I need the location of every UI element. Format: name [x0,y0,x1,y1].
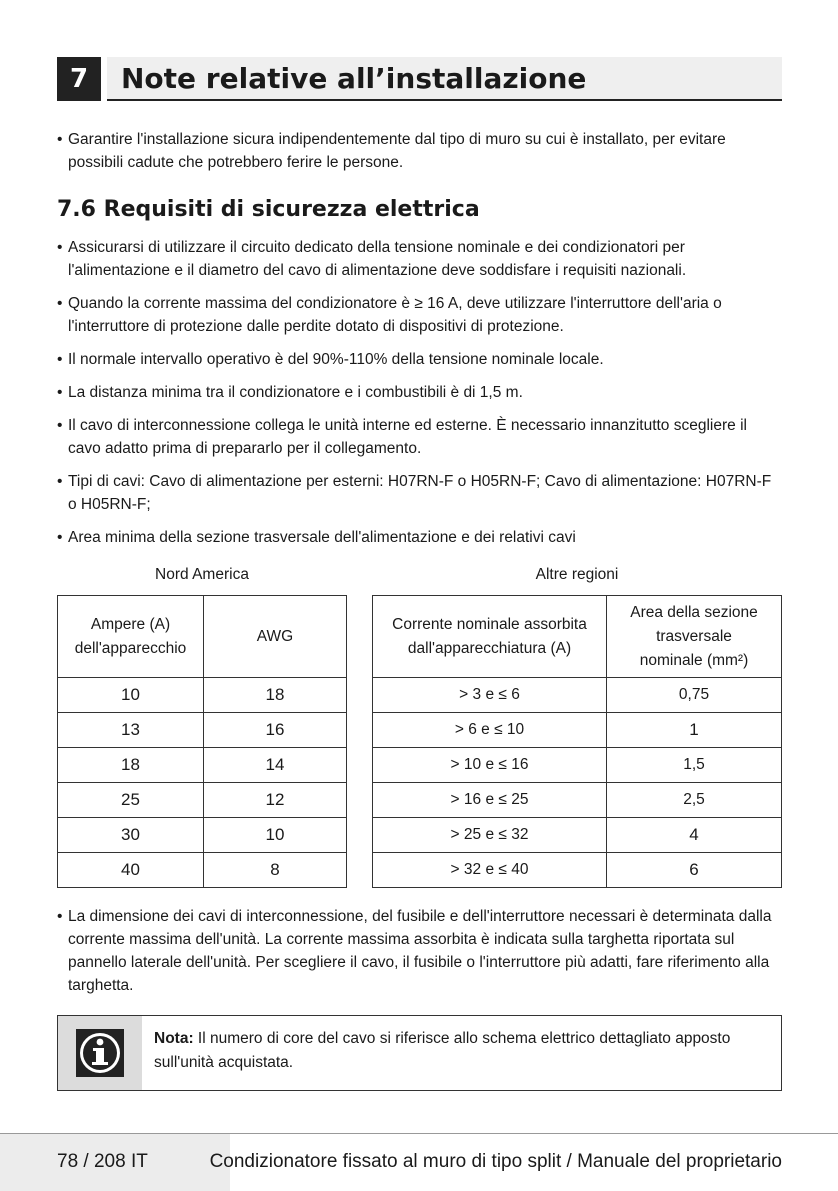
table-row [373,853,782,888]
table-cell: 18 [204,678,347,713]
note-label: Nota: [154,1030,194,1047]
note-body: Il numero di core del cavo si riferisce allo schema elettrico dettagliato apposto sull'unità acquistata. [154,1030,731,1071]
table-row [58,748,347,783]
chapter-number: 7 [57,57,101,101]
page-number: 78 / 208 IT [57,1151,148,1172]
table-cell: 13 [58,713,204,748]
table-cell: 0,75 [607,678,782,713]
section-bullets [57,236,782,559]
bullet-item: • La distanza minima tra il condizionatore e i combustibili è di 1,5 m. [57,381,782,404]
intro-bullet: • Garantire l'installazione sicura indipendentemente dal tipo di muro su cui è installato, per evitare possibili cadute che potrebbero ferire le persone. [57,128,782,174]
bullet-item: • Il normale intervallo operativo è del 90%-110% della tensione nominale locale. [57,348,782,371]
after-table-bullets [57,905,782,1007]
table-cell: 10 [204,818,347,853]
table-row [58,678,347,713]
table-cell: 25 [58,783,204,818]
table-cell: 12 [204,783,347,818]
table-row [373,783,782,818]
table-cell: 8 [204,853,347,888]
table-header-cell: AWG [204,596,347,678]
table-cell: > 3 e ≤ 6 [373,678,607,713]
table-header-cell: Area della sezione trasversale nominale (mm²) [607,596,782,678]
table-row [373,678,782,713]
table-header-cell: Corrente nominale assorbita dall'apparecchiatura (A) [373,596,607,678]
bullet-item: • Quando la corrente massima del condizionatore è ≥ 16 A, deve utilizzare l'interruttore dell'aria o l'interruttore di protezione dalle perdite dotato di dispositivi di protezione. [57,292,782,338]
table-row [373,818,782,853]
table-row [58,853,347,888]
table-cell: > 10 e ≤ 16 [373,748,607,783]
table-cell: > 16 e ≤ 25 [373,783,607,818]
table-row [373,713,782,748]
table-cell: 18 [58,748,204,783]
table-cell: 16 [204,713,347,748]
section-title: 7.6 Requisiti di sicurezza elettrica [57,197,480,222]
table-cell: 6 [607,853,782,888]
table-other-regions [372,595,782,888]
table-na-caption: Nord America [155,566,249,583]
bullet-item: • Assicurarsi di utilizzare il circuito dedicato della tensione nominale e dei condizionatori per l'alimentazione e il diametro del cavo di alimentazione deve soddisfare i requisiti nazionali. [57,236,782,282]
table-cell: 40 [58,853,204,888]
bullet-item: • La dimensione dei cavi di interconnessione, del fusibile e dell'interruttore necessari è determinata dalla corrente massima dell'unità. La corrente massima assorbita è indicata sulla targhetta riportata sul pannello laterale dell'unità. Per scegliere il cavo, il fusibile o l'interruttore più adatti, fare riferimento alla targhetta. [57,905,782,997]
table-cell: > 6 e ≤ 10 [373,713,607,748]
intro-bullets [57,128,782,184]
table-north-america [57,595,347,888]
chapter-title: Note relative all’installazione [121,62,587,95]
page-footer [0,1133,838,1191]
chapter-header [57,57,782,101]
table-cell: 10 [58,678,204,713]
table-cell: > 32 e ≤ 40 [373,853,607,888]
table-cell: 30 [58,818,204,853]
table-cell: 14 [204,748,347,783]
note-text [154,1027,765,1075]
bullet-item: • Area minima della sezione trasversale dell'alimentazione e dei relativi cavi [57,526,782,549]
bullet-item: • Il cavo di interconnessione collega le unità interne ed esterne. È necessario innanzitutto scegliere il cavo adatto prima di prepararlo per il collegamento. [57,414,782,460]
table-cell: 2,5 [607,783,782,818]
table-header-cell: Ampere (A) dell'apparecchio [58,596,204,678]
note-box [57,1015,782,1091]
table-cell: 4 [607,818,782,853]
document-title: Condizionatore fissato al muro di tipo split / Manuale del proprietario [209,1151,782,1172]
note-icon-area [58,1016,142,1090]
table-row [373,748,782,783]
table-other-caption: Altre regioni [535,566,619,583]
bullet-item: • Tipi di cavi: Cavo di alimentazione per esterni: H07RN-F o H05RN-F; Cavo di alimentazione: H07RN-F o H05RN-F; [57,470,782,516]
table-row [58,818,347,853]
table-cell: 1 [607,713,782,748]
table-row [58,783,347,818]
table-cell: 1,5 [607,748,782,783]
table-row [58,713,347,748]
table-cell: > 25 e ≤ 32 [373,818,607,853]
info-icon [75,1028,125,1078]
